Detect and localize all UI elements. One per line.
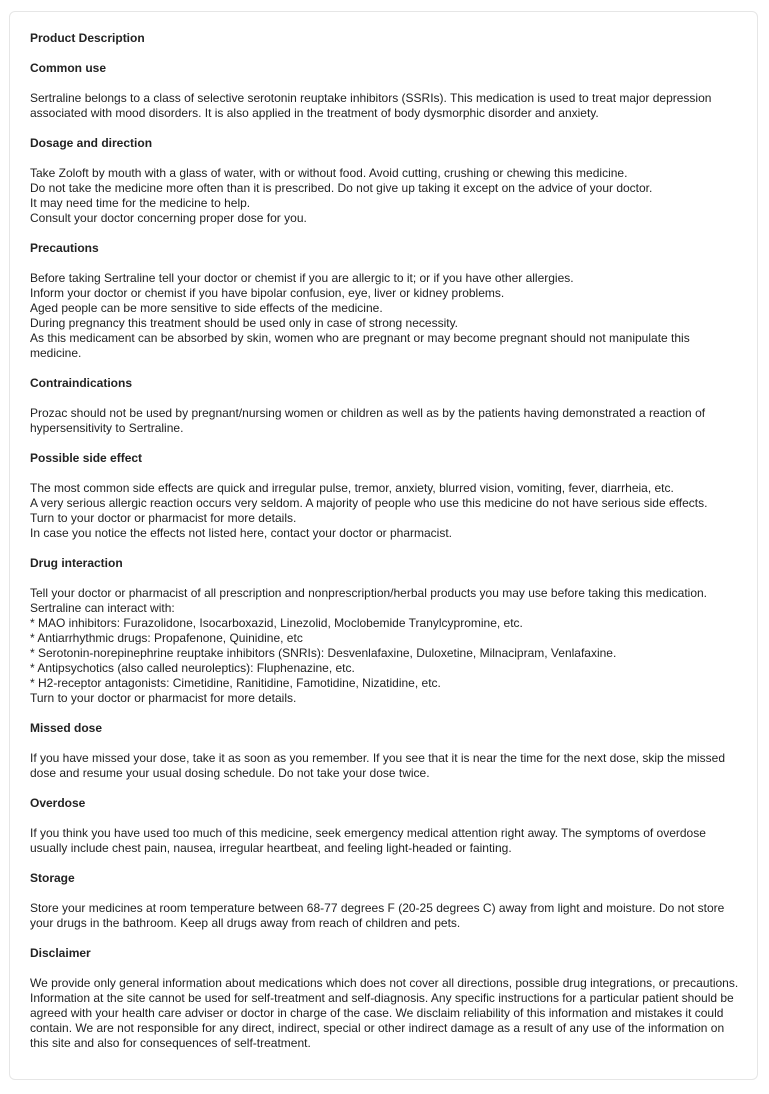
section-text-line: * Serotonin-norepinephrine reuptake inhibitors (SNRIs): Desvenlafaxine, Duloxetine, Milnacipram, Venlafaxine. [30,646,617,660]
section-text-line: Do not take the medicine more often than it is prescribed. Do not give up taking it except on the advice of your doctor. [30,181,653,195]
section-text-line: In case you notice the effects not listed here, contact your doctor or pharmacist. [30,526,453,540]
section-heading-drug-interaction: Drug interaction [30,556,123,570]
section-text-line: * MAO inhibitors: Furazolidone, Isocarboxazid, Linezolid, Moclobemide Tranylcypromine, etc. [30,616,523,630]
section-text-line: Sertraline belongs to a class of selective serotonin reuptake inhibitors (SSRIs). This medication is used to treat major depression associated with mood disorders. It is also applied in the treatment of body dysmorphic disorder and anxiety. [30,91,712,120]
section-text-line: Tell your doctor or pharmacist of all prescription and nonprescription/herbal products you may use before taking this medication. [30,586,708,600]
section-heading-common-use: Common use [30,61,107,75]
section-text-line: We provide only general information about medications which does not cover all directions, possible drug integrations, or precautions. Information at the site cannot be used for self-treatment and self-diagnosis. Any specific instructions for a particular patient should be agreed with your health care adviser or doctor in charge of the case. We disclaim reliability of this information and mistakes it could contain. We are not responsible for any direct, indirect, special or other indirect damage as a result of any use of the information on this site and also for consequences of self-treatment. [30,976,739,1050]
section-text-line: Consult your doctor concerning proper dose for you. [30,211,307,225]
section-text-line: Inform your doctor or chemist if you have bipolar confusion, eye, liver or kidney problems. [30,286,505,300]
product-description-card [9,11,758,1080]
section-heading-missed-dose: Missed dose [30,721,103,735]
section-text-line: If you think you have used too much of this medicine, seek emergency medical attention right away. The symptoms of overdose usually include chest pain, nausea, irregular heartbeat, and feeling light-headed or fainting. [30,826,706,855]
section-heading-possible-side-effect: Possible side effect [30,451,143,465]
section-body-drug-interaction [30,586,742,706]
section-body-storage [30,901,742,931]
section-body-contraindications [30,406,742,436]
section-heading-overdose: Overdose [30,796,86,810]
section-heading-precautions: Precautions [30,241,99,255]
section-heading-dosage-and-direction: Dosage and direction [30,136,153,150]
section-body-precautions [30,271,742,361]
section-text-line: * Antipsychotics (also called neuroleptics): Fluphenazine, etc. [30,661,355,675]
section-text-line: Turn to your doctor or pharmacist for more details. [30,691,297,705]
section-heading-contraindications: Contraindications [30,376,133,390]
section-text-line: * H2-receptor antagonists: Cimetidine, Ranitidine, Famotidine, Nizatidine, etc. [30,676,441,690]
section-text-line: * Antiarrhythmic drugs: Propafenone, Quinidine, etc [30,631,303,645]
section-body-overdose [30,826,742,856]
section-text-line: Turn to your doctor or pharmacist for more details. [30,511,297,525]
section-body-common-use [30,91,742,121]
section-text-line: It may need time for the medicine to help. [30,196,251,210]
page-title: Product Description [30,31,145,45]
section-text-line: Sertraline can interact with: [30,601,175,615]
section-heading-disclaimer: Disclaimer [30,946,91,960]
section-text-line: Store your medicines at room temperature between 68-77 degrees F (20-25 degrees C) away from light and moisture. Do not store your drugs in the bathroom. Keep all drugs away from reach of children and pets. [30,901,725,930]
section-text-line: The most common side effects are quick and irregular pulse, tremor, anxiety, blurred vision, vomiting, fever, diarrheia, etc. [30,481,674,495]
section-body-missed-dose [30,751,742,781]
section-heading-storage: Storage [30,871,75,885]
section-text-line: Take Zoloft by mouth with a glass of water, with or without food. Avoid cutting, crushing or chewing this medicine. [30,166,628,180]
section-text-line: During pregnancy this treatment should be used only in case of strong necessity. [30,316,459,330]
section-text-line: Prozac should not be used by pregnant/nursing women or children as well as by the patients having demonstrated a reaction of hypersensitivity to Sertraline. [30,406,706,435]
section-body-dosage-and-direction [30,166,742,226]
section-text-line: A very serious allergic reaction occurs very seldom. A majority of people who use this medicine do not have serious side effects. [30,496,708,510]
section-text-line: As this medicament can be absorbed by skin, women who are pregnant or may become pregnant should not manipulate this medicine. [30,331,690,360]
section-body-disclaimer [30,976,742,1051]
section-body-possible-side-effect [30,481,742,541]
section-text-line: Aged people can be more sensitive to side effects of the medicine. [30,301,383,315]
product-description-content [30,31,742,1066]
section-text-line: Before taking Sertraline tell your doctor or chemist if you are allergic to it; or if you have other allergies. [30,271,574,285]
section-text-line: If you have missed your dose, take it as soon as you remember. If you see that it is near the time for the next dose, skip the missed dose and resume your usual dosing schedule. Do not take your dose twice. [30,751,726,780]
